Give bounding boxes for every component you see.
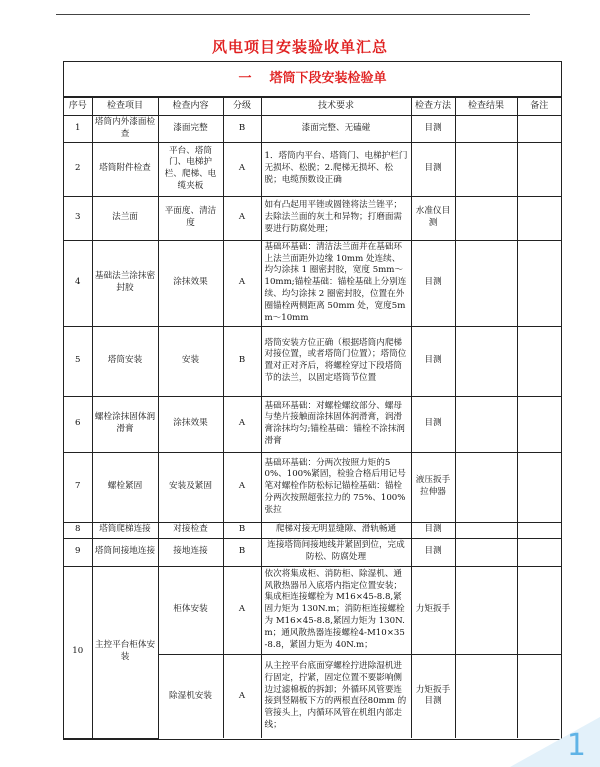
cell-result[interactable] — [455, 654, 517, 738]
cell-no: 10 — [64, 566, 92, 738]
cell-content: 柜体安装 — [158, 566, 223, 654]
cell-requirement: 1．塔筒内平台、塔筒门、电梯护栏门无损坏、松脱；2.爬梯无损坏、松脱；电缆预数设正确 — [261, 142, 411, 196]
cell-grade: A — [223, 240, 261, 326]
cell-grade: A — [223, 396, 261, 452]
cell-result[interactable] — [455, 196, 517, 240]
cell-requirement: 依次将集成柜、消防柜、除湿机、通风散热器吊入底塔内指定位置安装；集成柜连接螺栓为 M16×45-8.8,紧固力矩为 130N.m；消防柜连接螺栓为 M16×45-8.8,紧固力矩为 130N.m；通风散热器连接螺栓4-M10×35-8.8，紧固力矩为 40N.m； — [261, 566, 411, 654]
cell-no: 4 — [64, 240, 92, 326]
cell-content: 对接检查 — [158, 522, 223, 538]
col-header-method: 检查方法 — [411, 98, 455, 116]
cell-grade: B — [223, 522, 261, 538]
cell-content: 接地连接 — [158, 538, 223, 566]
section-number: 一 — [238, 71, 252, 86]
cell-method: 液压扳手拉伸器 — [411, 452, 455, 522]
table-row — [64, 566, 561, 654]
cell-item: 螺栓紧固 — [92, 452, 158, 522]
col-header-item: 检查项目 — [92, 98, 158, 116]
cell-result[interactable] — [455, 142, 517, 196]
cell-method: 目测 — [411, 396, 455, 452]
page-number: 1 — [566, 728, 586, 763]
section-title-text: 塔筒下段安装检验单 — [269, 71, 387, 86]
cell-result[interactable] — [455, 326, 517, 396]
cell-result[interactable] — [455, 566, 517, 654]
col-header-grade: 分级 — [223, 98, 261, 116]
table-row — [64, 452, 561, 522]
cell-item: 主控平台柜体安装 — [92, 566, 158, 738]
cell-item: 法兰面 — [92, 196, 158, 240]
cell-remark[interactable] — [517, 522, 561, 538]
cell-grade: A — [223, 452, 261, 522]
cell-no: 1 — [64, 116, 92, 143]
cell-result[interactable] — [455, 538, 517, 566]
corner-decoration — [510, 717, 600, 767]
col-header-result: 检查结果 — [455, 98, 517, 116]
cell-requirement: 塔筒安装方位正确（根据塔筒内爬梯对接位置，或者塔筒门位置）；塔筒位置对正对齐后，将螺栓穿过下段塔筒节的法兰，以固定塔筒节位置 — [261, 326, 411, 396]
cell-content: 涂抹效果 — [158, 396, 223, 452]
cell-method: 目测 — [411, 240, 455, 326]
cell-requirement: 基础环基础：对螺栓螺纹部分、螺母与垫片接触面涂抹固体润滑膏，润滑膏涂抹均匀;锚栓基础：锚栓不涂抹润滑膏 — [261, 396, 411, 452]
cell-grade: B — [223, 538, 261, 566]
cell-remark[interactable] — [517, 396, 561, 452]
cell-result[interactable] — [455, 116, 517, 143]
table-header-row — [64, 98, 561, 116]
cell-remark[interactable] — [517, 142, 561, 196]
table-row — [64, 196, 561, 240]
cell-no: 2 — [64, 142, 92, 196]
cell-result[interactable] — [455, 522, 517, 538]
cell-method: 目测 — [411, 538, 455, 566]
cell-requirement: 连接塔筒间接地线并紧固到位，完成防松、防腐处理 — [261, 538, 411, 566]
cell-no: 3 — [64, 196, 92, 240]
cell-method: 力矩扳手目测 — [411, 654, 455, 738]
cell-item: 塔筒安装 — [92, 326, 158, 396]
cell-content: 安装 — [158, 326, 223, 396]
cell-grade: A — [223, 654, 261, 738]
cell-remark[interactable] — [517, 538, 561, 566]
table-row — [64, 522, 561, 538]
cell-grade: A — [223, 142, 261, 196]
cell-method: 目测 — [411, 522, 455, 538]
cell-content: 安装及紧固 — [158, 452, 223, 522]
cell-content: 涂抹效果 — [158, 240, 223, 326]
table-row — [64, 142, 561, 196]
cell-no: 5 — [64, 326, 92, 396]
cell-item: 塔筒间接地连接 — [92, 538, 158, 566]
cell-method: 目测 — [411, 142, 455, 196]
cell-method: 目测 — [411, 326, 455, 396]
cell-no: 7 — [64, 452, 92, 522]
cell-grade: B — [223, 116, 261, 143]
cell-remark[interactable] — [517, 452, 561, 522]
cell-no: 9 — [64, 538, 92, 566]
cell-remark[interactable] — [517, 240, 561, 326]
cell-remark[interactable] — [517, 196, 561, 240]
cell-item: 基础法兰涂抹密封胶 — [92, 240, 158, 326]
cell-requirement: 基础环基础：清洁法兰面并在基础环上法兰面距外边缘 10mm 处连续、均匀涂抹 1 圈密封胶，宽度 5mm～10mm;锚栓基础：锚栓基础上分别连续、均匀涂抹 2 圈密封胶，位置在外圈锚栓两侧距离 50mm 处，宽度5mm～10mm — [261, 240, 411, 326]
cell-remark[interactable] — [517, 566, 561, 654]
cell-requirement: 从主控平台底面穿螺栓拧进除湿机进行固定，拧紧，固定位置不要影响侧边过滤棉板的拆卸；外循环风管要连接到竖隔板下方的两根直径80mm 的管接头上，内循环风管在机组内部走线； — [261, 654, 411, 738]
cell-item: 塔筒爬梯连接 — [92, 522, 158, 538]
cell-item: 塔筒内外漆面检查 — [92, 116, 158, 143]
table-row — [64, 240, 561, 326]
section-title — [64, 62, 561, 97]
cell-remark[interactable] — [517, 116, 561, 143]
col-header-remark: 备注 — [517, 98, 561, 116]
inspection-table — [64, 97, 561, 739]
cell-requirement: 漆面完整、无磕碰 — [261, 116, 411, 143]
cell-result[interactable] — [455, 240, 517, 326]
cell-content: 除湿机安装 — [158, 654, 223, 738]
table-row — [64, 396, 561, 452]
cell-grade: A — [223, 196, 261, 240]
cell-result[interactable] — [455, 396, 517, 452]
cell-method: 目测 — [411, 116, 455, 143]
document-title: 风电项目安装验收单汇总 — [211, 38, 388, 56]
cell-method: 水准仪目测 — [411, 196, 455, 240]
cell-content: 漆面完整 — [158, 116, 223, 143]
cell-no: 8 — [64, 522, 92, 538]
cell-grade: B — [223, 326, 261, 396]
table-row — [64, 116, 561, 143]
col-header-no: 序号 — [64, 98, 92, 116]
cell-result[interactable] — [455, 452, 517, 522]
table-row — [64, 326, 561, 396]
cell-requirement: 如有凸起用平锉或圆锉将法兰锉平；去除法兰面的灰土和异物；打磨面需要进行防腐处理； — [261, 196, 411, 240]
header-rule — [56, 14, 530, 15]
cell-item: 塔筒附件检查 — [92, 142, 158, 196]
col-header-requirement: 技术要求 — [261, 98, 411, 116]
cell-method: 力矩扳手 — [411, 566, 455, 654]
table-row — [64, 538, 561, 566]
cell-remark[interactable] — [517, 326, 561, 396]
cell-requirement: 爬梯对接无明显缝隙、滑轨畅通 — [261, 522, 411, 538]
col-header-content: 检查内容 — [158, 98, 223, 116]
cell-content: 平面度、清洁度 — [158, 196, 223, 240]
cell-item: 螺栓涂抹固体润滑膏 — [92, 396, 158, 452]
cell-content: 平台、塔筒门、电梯护栏、爬梯、电缆夹板 — [158, 142, 223, 196]
cell-grade: A — [223, 566, 261, 654]
cell-requirement: 基础环基础：分两次按照力矩的50%、100%紧固，检验合格后用记号笔对螺栓作防松标记锚栓基础：锚栓分两次按照超张拉力的 75%、100%张拉 — [261, 452, 411, 522]
cell-no: 6 — [64, 396, 92, 452]
inspection-sheet — [63, 61, 562, 740]
